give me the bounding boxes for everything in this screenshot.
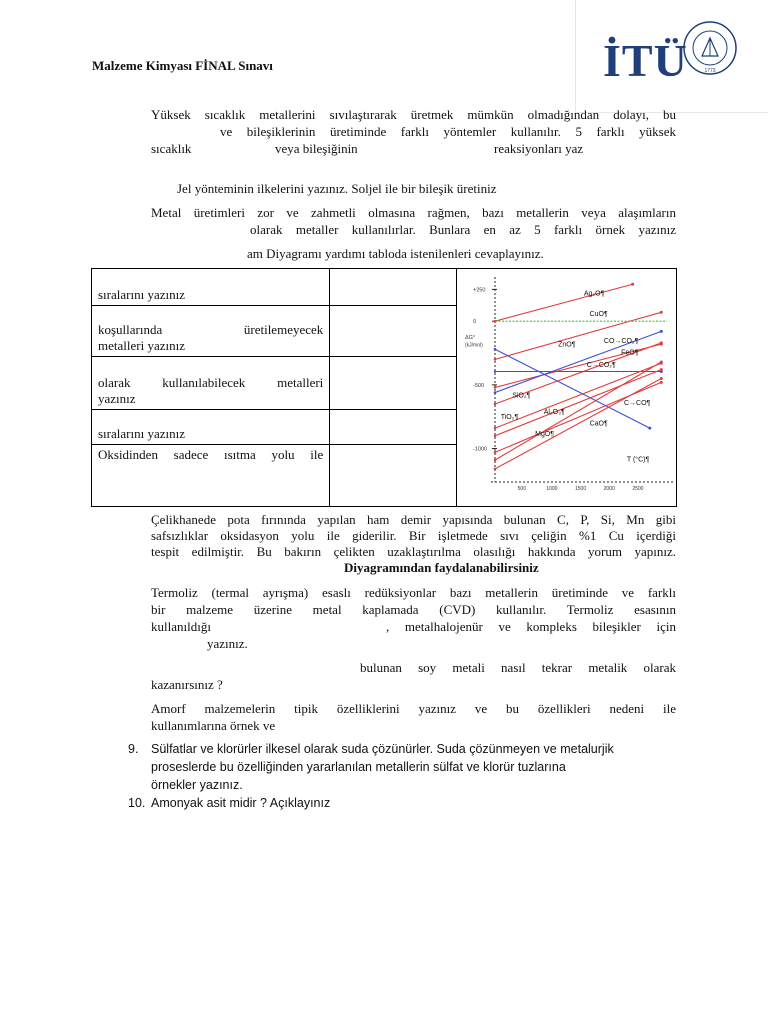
q5-line2: safsızlıklar oksidasyon yolu ile giderilir. Bir işletmede sıvı çeliğin %1 Cu içerdiği <box>151 528 676 543</box>
row-4-text: sıralarını yazınız <box>98 425 185 441</box>
x-tick-label: 1000 <box>546 486 558 492</box>
series-end-point <box>660 377 663 380</box>
table-row-4-question <box>92 409 330 444</box>
q10-number: 10. <box>128 796 146 810</box>
curve-label-al2o3: Al₂O₃¶ <box>543 409 565 417</box>
row-2-word-2: üretilemeyecek <box>243 321 324 337</box>
table-row-5-question <box>92 444 330 506</box>
series-line-ag2o <box>495 284 633 321</box>
x-tick-label: 500 <box>517 486 526 492</box>
series-start-point <box>494 468 497 471</box>
row-3-word-1: olarak <box>98 374 131 390</box>
q4-intro: am Diyagramı yardımı tabloda istenilenleri cevaplayınız. <box>247 246 544 261</box>
q7-line2: kazanırsınız ? <box>151 677 223 692</box>
university-seal-icon <box>682 20 738 76</box>
curve-label-t: T (°C)¶ <box>626 456 650 464</box>
table-row-3-question <box>92 356 330 409</box>
curve-label-ag2o: Ag₂O¶ <box>583 290 605 298</box>
row-5-word-5: ile <box>310 446 324 462</box>
table-row-1-question <box>92 269 330 306</box>
curve-label-c-co2: C→CO₂¶ <box>586 362 616 370</box>
row-3-word-2: kullanılabilecek <box>162 374 246 390</box>
series-start-point <box>494 358 497 361</box>
question-table <box>91 268 677 507</box>
q10-line1: Amonyak asit midir ? Açıklayınız <box>151 796 331 810</box>
series-end-point <box>631 283 634 286</box>
q5-line3: tespit edilmiştir. Bu bakırın çelikten uzaklaştırılma olasılığı hakkında yorum yapınız. <box>151 544 676 559</box>
series-end-point <box>660 343 663 346</box>
row-2-word-1: koşullarında <box>98 321 163 337</box>
svg-text:1773: 1773 <box>704 68 716 74</box>
curve-label-cao: CaO¶ <box>589 420 608 428</box>
ellingham-chart-cell <box>456 269 676 507</box>
curve-label-cuo: CuO¶ <box>589 311 608 319</box>
row-5-word-1: Oksidinden <box>98 446 158 462</box>
series-start-point <box>494 451 497 454</box>
y-tick-label: 0 <box>472 319 477 326</box>
curve-label-feo: FeO¶ <box>621 349 639 357</box>
row-3-line-2: yazınız <box>98 390 136 406</box>
y-tick-label: -1000 <box>472 446 488 453</box>
series-start-point <box>494 348 497 351</box>
series-start-point <box>494 370 497 373</box>
exam-title: Malzeme Kimyası FİNAL Sınavı <box>92 58 273 73</box>
curve-label-co-co2: CO→CO₂¶ <box>603 337 639 345</box>
table-row-5-answer <box>330 444 457 506</box>
q8-line1: Amorf malzemelerin tipik özelliklerini yazınız ve bu özellikleri nedeni ile <box>151 701 676 716</box>
row-1-text: sıralarını yazınız <box>98 286 185 302</box>
series-end-point <box>660 381 663 384</box>
q9-line2: proseslerde bu özelliğinden yararlanılan metallerin sülfat ve klorür tuzlarına <box>151 760 566 774</box>
table-row-1-answer <box>330 269 457 306</box>
row-5-word-3: ısıtma <box>223 446 256 462</box>
q5-line4: Diyagramından faydalanabilirsiniz <box>344 560 539 575</box>
series-end-point <box>660 330 663 333</box>
series-start-point <box>494 427 497 430</box>
q2-line1: Jel yönteminin ilkelerini yazınız. Soljel ile bir bileşik üretiniz <box>177 181 497 196</box>
q1-line3c: reaksiyonları yaz <box>494 141 584 156</box>
q1-line3a: sıcaklık <box>151 141 192 156</box>
q6-line4: yazınız. <box>207 636 248 651</box>
row-3-word-3: metalleri <box>277 374 324 390</box>
row-5-word-4: yolu <box>271 446 295 462</box>
curve-label-mgo: MgO¶ <box>535 430 555 438</box>
table-row-3-answer <box>330 356 457 409</box>
q6-line2: bir malzeme üzerine metal kaplamada (CVD) kullanılır. Termoliz esasının <box>151 602 676 617</box>
series-start-point <box>494 391 497 394</box>
table-row-2-question <box>92 305 330 356</box>
q9-number: 9. <box>128 742 139 756</box>
q6-line3b: , metalhalojenür ve kompleks bileşikler için <box>386 619 676 634</box>
q8-line2: kullanımlarına örnek ve <box>151 718 276 733</box>
ellingham-diagram <box>457 269 676 502</box>
series-line-mgo <box>495 362 661 460</box>
curve-label-tio2: TiO₂¶ <box>500 414 519 422</box>
row-5-word-2: sadece <box>173 446 209 462</box>
q6-line1: Termoliz (termal ayrışma) esaslı redüksiyonlar bazı metallerin üretiminde ve farklı <box>151 585 676 600</box>
q3-line1: Metal üretimleri zor ve zahmetli olmasına rağmen, bazı metallerin veya alaşımların <box>151 205 676 220</box>
series-start-point <box>494 435 497 438</box>
series-end-point <box>660 311 663 314</box>
q9-line3: örnekler yazınız. <box>151 778 243 792</box>
y-tick-label: +250 <box>472 287 486 294</box>
series-end-point <box>648 427 651 430</box>
series-start-point <box>494 386 497 389</box>
x-tick-label: 1500 <box>574 486 587 492</box>
q3-line2: olarak metaller kullanılırlar. Bunlara en az 5 farklı örnek yazınız <box>250 222 676 237</box>
x-tick-label: 2500 <box>632 486 644 492</box>
curve-label-zno: ZnO¶ <box>558 341 576 349</box>
series-start-point <box>494 403 497 406</box>
curve-label-sio2: SiO₂¶ <box>512 392 531 400</box>
series-end-point <box>660 360 663 363</box>
curve-label-c-co: C→CO¶ <box>623 400 651 408</box>
series-start-point <box>494 459 497 462</box>
q1-line2: ve bileşiklerinin üretiminde farklı yöntemler kullanılır. 5 farklı yüksek <box>220 124 676 139</box>
q6-line3a: kullanıldığı <box>151 619 211 634</box>
table-row-4-answer <box>330 409 457 444</box>
x-tick-label: 2000 <box>603 486 615 492</box>
y-axis-label-unit: (kJ/mol) <box>464 342 483 349</box>
itu-logo: İTÜ <box>603 35 688 86</box>
row-2-line-2: metalleri yazınız <box>98 337 185 353</box>
q5-line1: Çelikhanede pota fırınında yapılan ham demir yapısında bulunan C, P, Si, Mn gibi <box>151 512 676 527</box>
y-tick-label: -500 <box>472 382 484 389</box>
table-row-2-answer <box>330 305 457 356</box>
q7-line1: bulunan soy metali nasıl tekrar metalik olarak <box>360 660 676 675</box>
y-axis-label: ΔG° <box>464 335 476 342</box>
q9-line1: Sülfatlar ve klorürler ilkesel olarak suda çözünürler. Suda çözünmeyen ve metalurjik <box>151 742 614 756</box>
q1-line1: Yüksek sıcaklık metallerini sıvılaştırarak üretmek mümkün olmadığından dolayı, bu <box>151 107 676 122</box>
series-end-point <box>660 368 663 371</box>
q1-line3b: veya bileşiğinin <box>275 141 358 156</box>
